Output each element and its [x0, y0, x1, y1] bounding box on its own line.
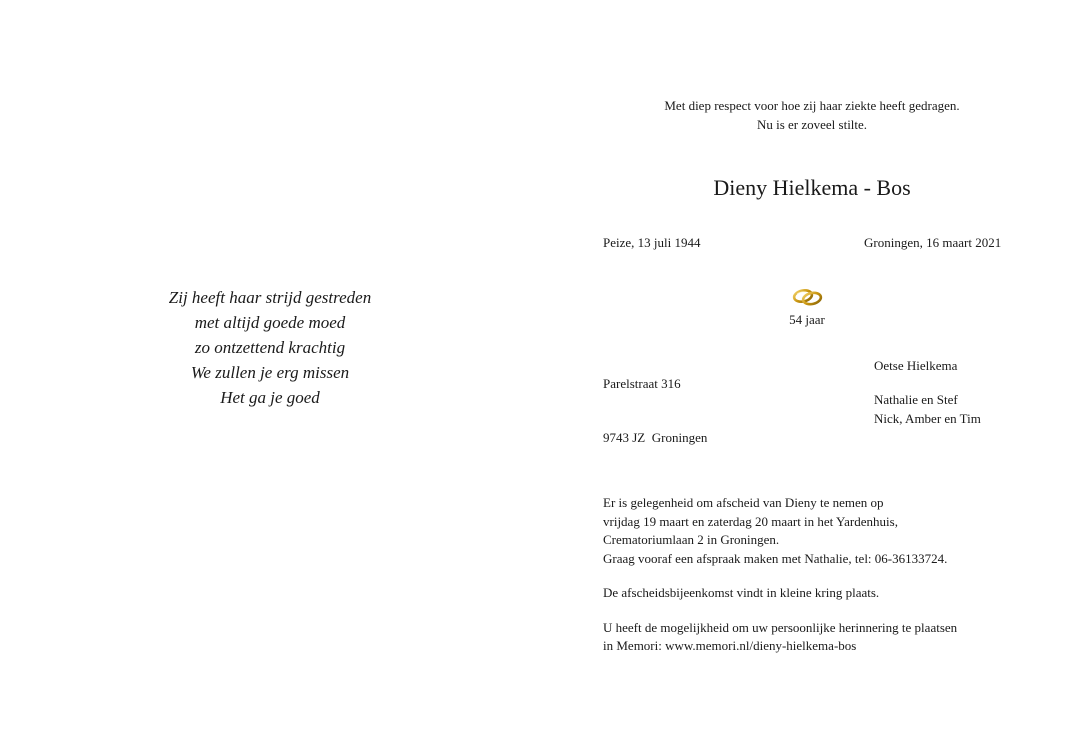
poem-line: zo ontzettend krachtig	[194, 338, 346, 357]
farewell-line: Crematoriumlaan 2 in Groningen.	[603, 532, 780, 547]
poem-line: We zullen je erg missen	[190, 363, 350, 382]
intro-text	[603, 96, 1021, 134]
marriage-years: 54 jaar	[789, 312, 825, 327]
farewell-line: Graag vooraf een afspraak maken met Nathalie, tel: 06-36133724.	[603, 550, 948, 566]
farewell-line: vrijdag 19 maart en zaterdag 20 maart in het Yardenhuis,	[603, 513, 898, 529]
address-city: 9743 JZ Groningen	[603, 430, 708, 445]
farewell-line: Er is gelegenheid om afscheid van Dieny te nemen op	[603, 495, 884, 510]
poem-line: Zij heeft haar strijd gestreden	[168, 288, 372, 307]
family-list	[874, 356, 981, 428]
family-grandchildren: Nick, Amber en Tim	[874, 411, 981, 426]
address	[603, 339, 707, 483]
wedding-rings-icon	[791, 286, 825, 308]
family-spouse: Oetse Hielkema	[874, 358, 958, 373]
intro-line: Nu is er zoveel stilte.	[756, 117, 868, 132]
poem-line: met altijd goede moed	[194, 313, 346, 332]
gathering-line: De afscheidsbijeenkomst vindt in kleine kring plaats.	[603, 585, 880, 600]
birth-place-date: Peize, 13 juli 1944	[603, 235, 701, 250]
family-children: Nathalie en Stef	[874, 392, 958, 407]
memori-line: U heeft de mogelijkheid om uw persoonlijke herinnering te plaatsen	[603, 619, 958, 635]
intro-line: Met diep respect voor hoe zij haar ziekte heeft gedragen.	[664, 98, 960, 113]
poem	[150, 285, 390, 410]
farewell-info	[603, 494, 1033, 656]
memori-line: in Memori: www.memori.nl/dieny-hielkema-bos	[603, 638, 857, 653]
death-place-date: Groningen, 16 maart 2021	[864, 235, 1002, 250]
address-street: Parelstraat 316	[603, 376, 681, 391]
deceased-name: Dieny Hielkema - Bos	[713, 175, 911, 200]
poem-line: Het ga je goed	[220, 388, 320, 407]
